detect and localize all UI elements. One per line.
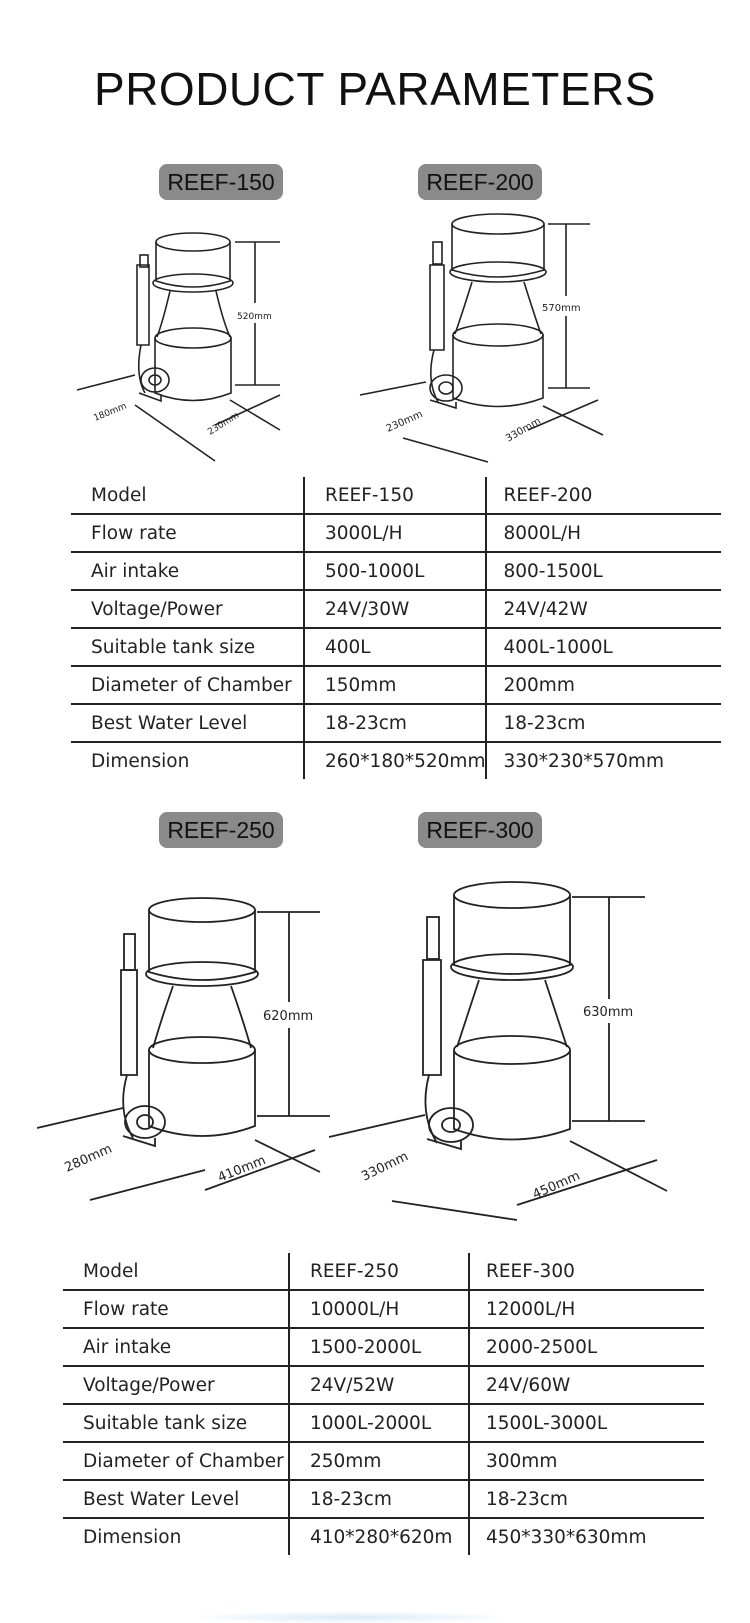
- spec-value: 500-1000L: [304, 552, 486, 590]
- table-row: [71, 704, 721, 742]
- spec-label: Voltage/Power: [71, 590, 304, 628]
- spec-label: Air intake: [71, 552, 304, 590]
- spec-value: 3000L/H: [304, 514, 486, 552]
- table-row: [63, 1480, 704, 1518]
- skimmer-diagram-reef-250: [35, 890, 340, 1220]
- spec-label: Suitable tank size: [63, 1404, 289, 1442]
- skimmer-diagram-reef-150: [75, 225, 295, 465]
- depth-label-reef-250: 280mm: [62, 1141, 115, 1176]
- spec-value: 450*330*630mm: [486, 1526, 647, 1548]
- spec-value: 24V/52W: [289, 1366, 469, 1404]
- page-title: PRODUCT PARAMETERS: [94, 63, 656, 115]
- depth-label-reef-300: 330mm: [359, 1149, 411, 1185]
- spec-value: 1500-2000L: [289, 1328, 469, 1366]
- spec-value: 410*280*620m: [289, 1518, 469, 1555]
- spec-label: Best Water Level: [63, 1480, 289, 1518]
- spec-value: 200mm: [486, 666, 721, 704]
- spec-value: 18-23cm: [304, 704, 486, 742]
- spec-label: Diameter of Chamber: [63, 1442, 289, 1480]
- bottom-glow-decoration: [200, 1612, 500, 1623]
- table-row: [63, 1328, 704, 1366]
- table-row: [63, 1442, 704, 1480]
- spec-table-2: [63, 1253, 704, 1555]
- spec-label: Air intake: [63, 1328, 289, 1366]
- spec-value: 250mm: [289, 1442, 469, 1480]
- spec-value: 24V/42W: [486, 590, 721, 628]
- width-label-reef-300: 450mm: [530, 1168, 583, 1203]
- depth-label-reef-150: 180mm: [92, 401, 129, 424]
- table-row: [63, 1404, 704, 1442]
- spec-label: Best Water Level: [71, 704, 304, 742]
- spec-value: 330*230*570mm: [503, 750, 664, 772]
- table-row: [71, 552, 721, 590]
- spec-value: REEF-250: [289, 1253, 469, 1290]
- spec-table-1: [71, 477, 721, 779]
- spec-label: Dimension: [71, 742, 304, 779]
- depth-label-reef-200: 230mm: [384, 409, 425, 435]
- width-label-reef-250: 410mm: [215, 1153, 268, 1186]
- table-row: [71, 628, 721, 666]
- model-badge-reef-150: REEF-150: [159, 164, 283, 200]
- height-label-reef-150: 520mm: [237, 312, 272, 322]
- model-badge-reef-250: REEF-250: [159, 812, 283, 848]
- spec-label: Dimension: [63, 1518, 289, 1555]
- table-row: [63, 1253, 704, 1290]
- spec-value: 150mm: [304, 666, 486, 704]
- spec-value: 18-23cm: [486, 704, 721, 742]
- spec-value: 18-23cm: [289, 1480, 469, 1518]
- spec-label: Diameter of Chamber: [71, 666, 304, 704]
- width-label-reef-200: 330mm: [504, 415, 543, 445]
- height-label-reef-250: 620mm: [263, 1009, 314, 1024]
- spec-value: 400L: [304, 628, 486, 666]
- spec-label: Model: [63, 1253, 289, 1290]
- table-row: [63, 1366, 704, 1404]
- skimmer-diagram-reef-200: [358, 210, 618, 470]
- spec-value: 10000L/H: [289, 1290, 469, 1328]
- spec-label: Flow rate: [71, 514, 304, 552]
- model-badge-reef-200: REEF-200: [418, 164, 542, 200]
- spec-label: Flow rate: [63, 1290, 289, 1328]
- spec-value: 8000L/H: [486, 514, 721, 552]
- spec-value: REEF-200: [486, 477, 721, 514]
- skimmer-diagram-reef-300: [327, 875, 672, 1235]
- spec-label: Suitable tank size: [71, 628, 304, 666]
- table-row: [71, 590, 721, 628]
- spec-label: Model: [71, 477, 304, 514]
- spec-value: 800-1500L: [486, 552, 721, 590]
- model-badge-reef-300: REEF-300: [418, 812, 542, 848]
- spec-value: 24V/60W: [469, 1366, 704, 1404]
- table-row: [63, 1290, 704, 1328]
- table-row: [63, 1518, 704, 1555]
- spec-value: 18-23cm: [469, 1480, 704, 1518]
- spec-value: 260*180*520mm: [304, 742, 486, 779]
- spec-value: 400L-1000L: [486, 628, 721, 666]
- spec-value: 2000-2500L: [469, 1328, 704, 1366]
- spec-value: REEF-300: [469, 1253, 704, 1290]
- spec-value: 12000L/H: [469, 1290, 704, 1328]
- spec-label: Voltage/Power: [63, 1366, 289, 1404]
- table-row: [71, 514, 721, 552]
- spec-value: 300mm: [469, 1442, 704, 1480]
- spec-value: 1000L-2000L: [289, 1404, 469, 1442]
- spec-value: REEF-150: [304, 477, 486, 514]
- spec-value: 24V/30W: [304, 590, 486, 628]
- height-label-reef-300: 630mm: [583, 1005, 634, 1020]
- width-label-reef-150: 230mm: [206, 410, 242, 438]
- table-row: [71, 477, 721, 514]
- spec-value: 1500L-3000L: [469, 1404, 704, 1442]
- table-row: [71, 742, 721, 779]
- table-row: [71, 666, 721, 704]
- height-label-reef-200: 570mm: [542, 303, 581, 314]
